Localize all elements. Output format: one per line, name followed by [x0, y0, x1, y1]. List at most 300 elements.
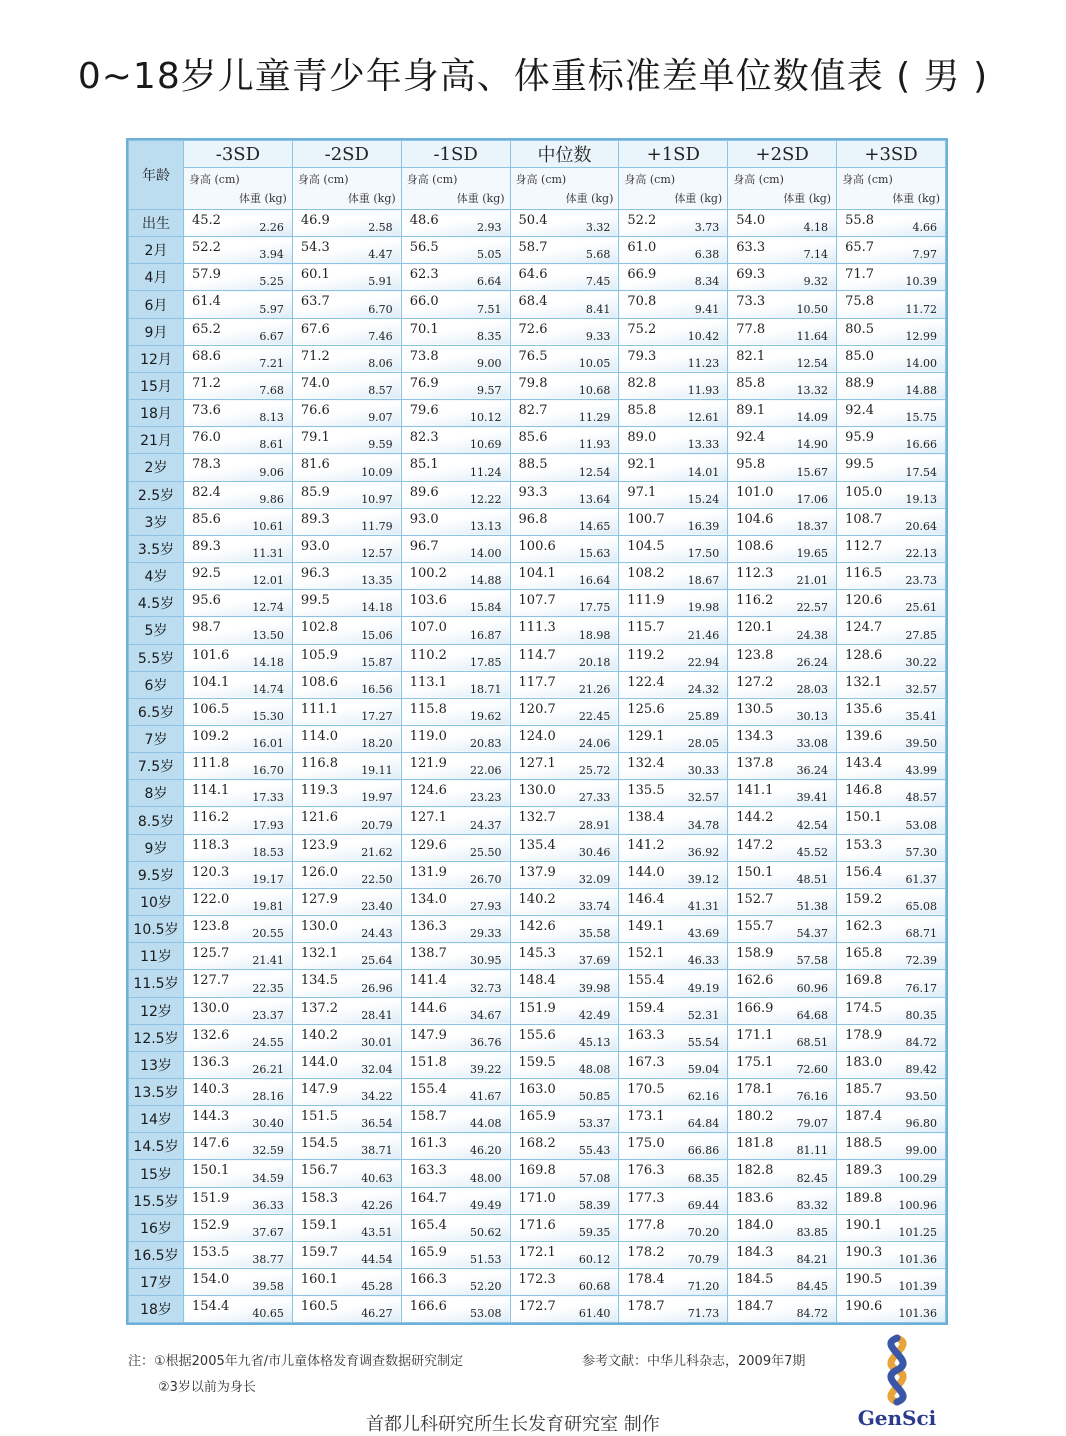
value-cell	[292, 563, 401, 590]
value-cell	[184, 508, 293, 535]
weight-value: 101.36	[898, 1307, 937, 1321]
height-value: 174.5	[845, 1000, 883, 1016]
weight-value: 26.21	[252, 1063, 284, 1076]
weight-value: 101.36	[898, 1253, 937, 1267]
weight-value: 25.61	[905, 601, 937, 615]
height-value: 75.8	[845, 294, 875, 310]
value-cell	[292, 1133, 401, 1160]
weight-value: 5.05	[477, 248, 502, 262]
weight-value: 51.38	[796, 900, 829, 914]
weight-value: 71.73	[687, 1307, 720, 1321]
value-cell	[619, 427, 728, 454]
value-cell	[184, 1024, 293, 1051]
height-value: 155.4	[409, 1082, 447, 1097]
value-cell	[619, 535, 728, 562]
height-value: 54.3	[300, 240, 330, 256]
height-value: 139.6	[845, 728, 883, 744]
value-cell	[510, 834, 619, 861]
value-cell	[292, 1187, 401, 1214]
height-value: 158.7	[409, 1109, 447, 1125]
weight-value: 69.44	[687, 1198, 720, 1212]
height-value: 85.8	[627, 403, 657, 419]
value-cell	[401, 1079, 510, 1106]
value-cell	[728, 1214, 837, 1241]
weight-value: 30.33	[687, 764, 720, 778]
value-cell	[401, 1024, 510, 1051]
value-cell	[510, 1160, 619, 1187]
value-cell	[510, 400, 619, 427]
value-cell	[728, 698, 837, 725]
value-cell	[837, 563, 946, 590]
value-cell	[510, 237, 619, 264]
value-cell	[401, 237, 510, 264]
value-cell	[510, 1079, 619, 1106]
table-row	[129, 916, 946, 943]
value-cell	[837, 997, 946, 1024]
weight-value: 100.96	[898, 1198, 937, 1212]
weight-value: 39.22	[470, 1063, 502, 1076]
weight-value: 37.69	[578, 954, 611, 968]
table-row	[129, 753, 946, 780]
weight-value: 64.68	[796, 1008, 829, 1022]
height-value: 175.0	[627, 1136, 665, 1152]
value-cell	[619, 725, 728, 752]
weight-value: 11.93	[578, 438, 611, 452]
weight-value: 48.57	[905, 791, 937, 805]
weight-value: 19.98	[687, 601, 720, 615]
height-unit-label: 身高 (cm)	[733, 173, 784, 186]
height-value: 96.7	[409, 538, 439, 554]
value-cell	[619, 1079, 728, 1106]
age-cell: 7岁	[129, 725, 184, 752]
height-value: 104.6	[736, 511, 774, 527]
footer-credit: 首都儿科研究所生长发育研究室 制作	[366, 1414, 660, 1435]
height-value: 79.3	[627, 348, 657, 364]
age-cell: 9.5岁	[129, 861, 184, 888]
height-value: 132.1	[845, 674, 883, 690]
weight-value: 24.38	[796, 628, 829, 642]
value-cell	[619, 563, 728, 590]
value-cell	[728, 644, 837, 671]
weight-value: 11.24	[470, 465, 502, 479]
weight-value: 22.94	[687, 655, 720, 669]
weight-value: 36.76	[470, 1035, 502, 1049]
height-value: 92.1	[627, 457, 657, 473]
height-value: 151.9	[518, 1000, 556, 1016]
weight-value: 13.13	[470, 519, 502, 533]
weight-value: 45.13	[578, 1035, 611, 1049]
value-cell	[184, 970, 293, 997]
age-cell: 6岁	[129, 671, 184, 698]
value-cell	[619, 916, 728, 943]
height-value: 111.1	[300, 701, 339, 717]
height-value: 136.3	[192, 1054, 230, 1070]
table-row	[129, 997, 946, 1024]
value-cell	[510, 916, 619, 943]
value-cell	[401, 671, 510, 698]
value-cell	[510, 698, 619, 725]
height-value: 135.6	[845, 701, 883, 717]
weight-value: 68.51	[796, 1035, 829, 1049]
height-value: 147.9	[300, 1082, 339, 1097]
height-value: 107.7	[518, 593, 556, 609]
value-cell	[292, 970, 401, 997]
height-value: 98.7	[192, 620, 221, 636]
column-header: 中位数	[510, 141, 619, 168]
value-cell	[401, 916, 510, 943]
weight-value: 43.99	[905, 764, 937, 778]
height-value: 115.8	[409, 701, 447, 717]
height-value: 103.6	[409, 593, 447, 609]
value-cell	[401, 725, 510, 752]
height-value: 177.3	[627, 1190, 665, 1206]
height-value: 148.4	[518, 973, 556, 989]
height-value: 165.8	[845, 946, 883, 962]
weight-value: 10.42	[687, 329, 720, 343]
value-cell	[837, 780, 946, 807]
height-value: 137.9	[518, 864, 556, 880]
value-cell	[292, 1024, 401, 1051]
weight-value: 16.01	[252, 737, 284, 751]
weight-value: 28.16	[252, 1090, 284, 1104]
value-cell	[401, 508, 510, 535]
value-cell	[728, 617, 837, 644]
weight-value: 22.57	[796, 601, 829, 615]
weight-value: 3.73	[694, 221, 720, 235]
height-value: 100.2	[409, 566, 447, 582]
value-cell	[184, 345, 293, 372]
value-cell	[510, 291, 619, 318]
height-value: 101.0	[736, 484, 774, 500]
value-cell	[401, 1241, 510, 1268]
value-cell	[184, 535, 293, 562]
weight-value: 57.58	[796, 954, 829, 968]
table-row	[129, 400, 946, 427]
weight-value: 6.64	[477, 275, 502, 289]
height-value: 77.8	[736, 321, 766, 337]
height-value: 101.6	[192, 647, 230, 663]
value-cell	[837, 1241, 946, 1268]
age-cell: 8.5岁	[129, 807, 184, 834]
column-header: -3SD	[184, 141, 293, 168]
height-value: 55.8	[845, 213, 875, 228]
age-cell: 2.5岁	[129, 481, 184, 508]
height-value: 60.1	[300, 267, 330, 283]
weight-value: 15.75	[905, 411, 937, 425]
weight-value: 3.94	[259, 248, 284, 262]
height-value: 114.0	[300, 728, 339, 744]
height-value: 113.1	[409, 674, 447, 690]
height-value: 178.1	[736, 1082, 774, 1097]
height-value: 68.6	[192, 348, 221, 364]
height-value: 178.2	[627, 1244, 665, 1260]
weight-value: 17.75	[578, 601, 611, 615]
weight-value: 10.09	[361, 465, 393, 479]
height-value: 130.0	[518, 783, 556, 799]
weight-value: 72.60	[796, 1063, 829, 1076]
height-value: 89.6	[409, 484, 439, 500]
height-value: 152.7	[736, 891, 774, 907]
value-cell	[619, 1269, 728, 1296]
weight-value: 21.26	[578, 682, 611, 696]
value-cell	[837, 888, 946, 915]
height-value: 111.8	[192, 756, 230, 772]
weight-value: 25.50	[470, 845, 502, 859]
height-value: 160.1	[300, 1272, 339, 1288]
value-cell	[401, 372, 510, 399]
unit-subheader	[837, 168, 946, 210]
weight-value: 8.41	[585, 302, 611, 316]
notes	[128, 1350, 464, 1395]
height-value: 127.1	[409, 810, 447, 826]
value-cell	[292, 1051, 401, 1078]
weight-value: 21.62	[361, 845, 393, 859]
unit-subheader	[292, 168, 401, 210]
height-value: 72.6	[518, 321, 548, 337]
height-value: 85.1	[409, 457, 439, 473]
value-cell	[728, 997, 837, 1024]
value-cell	[619, 753, 728, 780]
weight-value: 52.20	[470, 1280, 502, 1294]
value-cell	[837, 210, 946, 237]
height-value: 181.8	[736, 1136, 774, 1152]
value-cell	[619, 807, 728, 834]
value-cell	[619, 237, 728, 264]
weight-value: 40.63	[361, 1171, 393, 1185]
value-cell	[728, 264, 837, 291]
height-value: 130.0	[192, 1000, 230, 1016]
age-cell: 9岁	[129, 834, 184, 861]
value-cell	[728, 943, 837, 970]
height-value: 128.6	[845, 647, 883, 663]
age-cell: 3.5岁	[129, 535, 184, 562]
weight-value: 48.51	[796, 872, 829, 886]
weight-value: 16.66	[905, 438, 937, 452]
height-value: 132.4	[627, 756, 665, 772]
value-cell	[510, 590, 619, 617]
weight-value: 8.57	[368, 384, 393, 398]
value-cell	[510, 318, 619, 345]
value-cell	[837, 291, 946, 318]
weight-value: 57.30	[905, 845, 937, 859]
age-cell: 15.5岁	[129, 1187, 184, 1214]
weight-value: 9.86	[259, 492, 284, 506]
height-value: 112.7	[845, 538, 883, 554]
gensci-logo	[852, 1334, 942, 1433]
value-cell	[837, 1160, 946, 1187]
height-value: 104.5	[627, 538, 665, 554]
value-cell	[510, 210, 619, 237]
weight-value: 24.43	[361, 927, 393, 941]
weight-value: 21.41	[252, 954, 284, 968]
value-cell	[619, 372, 728, 399]
height-value: 82.4	[192, 484, 221, 500]
weight-value: 7.97	[912, 248, 937, 262]
weight-value: 101.39	[898, 1280, 937, 1294]
weight-value: 19.17	[252, 872, 284, 886]
weight-value: 24.37	[470, 818, 502, 832]
height-value: 52.2	[627, 213, 657, 228]
height-value: 73.8	[409, 348, 439, 364]
height-value: 122.4	[627, 674, 665, 690]
weight-value: 11.29	[578, 411, 611, 425]
weight-value: 11.72	[905, 302, 937, 316]
height-value: 75.2	[627, 321, 657, 337]
weight-value: 34.59	[252, 1171, 284, 1185]
height-value: 63.7	[300, 294, 330, 310]
height-value: 89.3	[192, 538, 221, 554]
value-cell	[728, 1133, 837, 1160]
height-value: 120.3	[192, 864, 230, 880]
value-cell	[184, 318, 293, 345]
height-value: 124.7	[845, 620, 883, 636]
height-value: 126.0	[300, 864, 339, 880]
table-row	[129, 1296, 946, 1323]
value-cell	[619, 1187, 728, 1214]
height-value: 189.8	[845, 1190, 883, 1206]
height-value: 76.0	[192, 430, 221, 446]
logo-text: GenSci	[857, 1406, 937, 1430]
height-value: 61.0	[627, 240, 657, 256]
height-value: 178.9	[845, 1027, 883, 1043]
value-cell	[292, 535, 401, 562]
height-value: 161.3	[409, 1136, 447, 1152]
height-value: 156.7	[300, 1163, 339, 1179]
weight-value: 45.28	[361, 1280, 393, 1294]
value-cell	[728, 1024, 837, 1051]
value-cell	[728, 725, 837, 752]
weight-value: 42.54	[796, 818, 829, 832]
weight-value: 20.79	[361, 818, 393, 832]
height-value: 144.0	[300, 1054, 339, 1070]
value-cell	[837, 671, 946, 698]
weight-value: 8.13	[259, 411, 284, 425]
height-value: 125.7	[192, 946, 230, 962]
height-value: 46.9	[300, 213, 330, 228]
table-row	[129, 780, 946, 807]
table-row	[129, 1214, 946, 1241]
weight-value: 12.99	[905, 329, 937, 343]
height-value: 130.5	[736, 701, 774, 717]
value-cell	[401, 1187, 510, 1214]
value-cell	[401, 644, 510, 671]
weight-value: 44.54	[361, 1253, 393, 1267]
value-cell	[292, 753, 401, 780]
value-cell	[184, 617, 293, 644]
value-cell	[837, 427, 946, 454]
height-value: 169.8	[845, 973, 883, 989]
height-value: 159.4	[627, 1000, 665, 1016]
height-value: 175.1	[736, 1054, 774, 1070]
height-value: 159.5	[518, 1054, 556, 1070]
weight-value: 25.89	[687, 709, 720, 723]
table-row	[129, 264, 946, 291]
weight-value: 49.19	[687, 981, 720, 995]
weight-value: 81.11	[796, 1144, 829, 1158]
value-cell	[510, 970, 619, 997]
height-value: 167.3	[627, 1054, 665, 1070]
age-cell: 14岁	[129, 1106, 184, 1133]
weight-value: 14.09	[796, 411, 829, 425]
value-cell	[510, 427, 619, 454]
value-cell	[837, 481, 946, 508]
value-cell	[619, 997, 728, 1024]
height-value: 173.1	[627, 1109, 665, 1125]
height-value: 66.9	[627, 267, 657, 283]
note-line-2: ②3岁以前为身长	[158, 1380, 256, 1395]
height-value: 141.1	[736, 783, 774, 799]
weight-value: 10.97	[361, 492, 393, 506]
table-row	[129, 861, 946, 888]
height-value: 105.0	[845, 484, 883, 500]
note-line-1: 注：①根据2005年九省/市儿童体格发育调查数据研究制定	[128, 1354, 464, 1369]
height-value: 156.4	[845, 864, 883, 880]
height-value: 153.5	[192, 1244, 230, 1260]
value-cell	[837, 807, 946, 834]
value-cell	[292, 590, 401, 617]
value-cell	[728, 834, 837, 861]
height-value: 117.7	[518, 674, 556, 690]
weight-value: 20.83	[470, 737, 502, 751]
value-cell	[184, 1051, 293, 1078]
weight-value: 70.20	[687, 1225, 720, 1239]
value-cell	[401, 1269, 510, 1296]
value-cell	[401, 943, 510, 970]
weight-value: 20.64	[905, 519, 937, 533]
table-row	[129, 318, 946, 345]
weight-value: 7.68	[259, 384, 284, 398]
height-value: 132.6	[192, 1027, 230, 1043]
weight-value: 29.33	[470, 927, 502, 941]
height-value: 116.2	[736, 593, 774, 609]
age-cell: 2岁	[129, 454, 184, 481]
weight-value: 80.35	[905, 1008, 937, 1022]
value-cell	[401, 970, 510, 997]
weight-value: 6.70	[368, 302, 393, 316]
value-cell	[184, 291, 293, 318]
height-value: 112.3	[736, 566, 774, 582]
value-cell	[184, 590, 293, 617]
value-cell	[292, 1269, 401, 1296]
weight-value: 14.88	[905, 384, 937, 398]
height-value: 132.1	[300, 946, 339, 962]
age-cell: 10岁	[129, 888, 184, 915]
weight-value: 42.26	[361, 1198, 393, 1212]
height-value: 190.3	[845, 1244, 883, 1260]
height-value: 135.4	[518, 837, 556, 853]
height-value: 182.8	[736, 1163, 774, 1179]
weight-value: 84.72	[905, 1035, 937, 1049]
height-value: 70.1	[409, 321, 439, 337]
weight-value: 15.24	[687, 492, 720, 506]
value-cell	[619, 318, 728, 345]
weight-value: 19.81	[252, 900, 284, 914]
standard-deviation-table	[126, 138, 948, 1325]
table-row	[129, 725, 946, 752]
value-cell	[837, 1187, 946, 1214]
height-value: 120.1	[736, 620, 774, 636]
value-cell	[619, 590, 728, 617]
weight-value: 36.92	[687, 845, 720, 859]
height-value: 119.3	[300, 783, 339, 799]
value-cell	[619, 264, 728, 291]
value-cell	[619, 617, 728, 644]
height-value: 95.9	[845, 430, 875, 446]
weight-value: 14.01	[687, 465, 720, 479]
weight-unit-label: 体重 (kg)	[783, 192, 832, 205]
height-value: 140.2	[518, 891, 556, 907]
height-value: 127.1	[518, 756, 556, 772]
